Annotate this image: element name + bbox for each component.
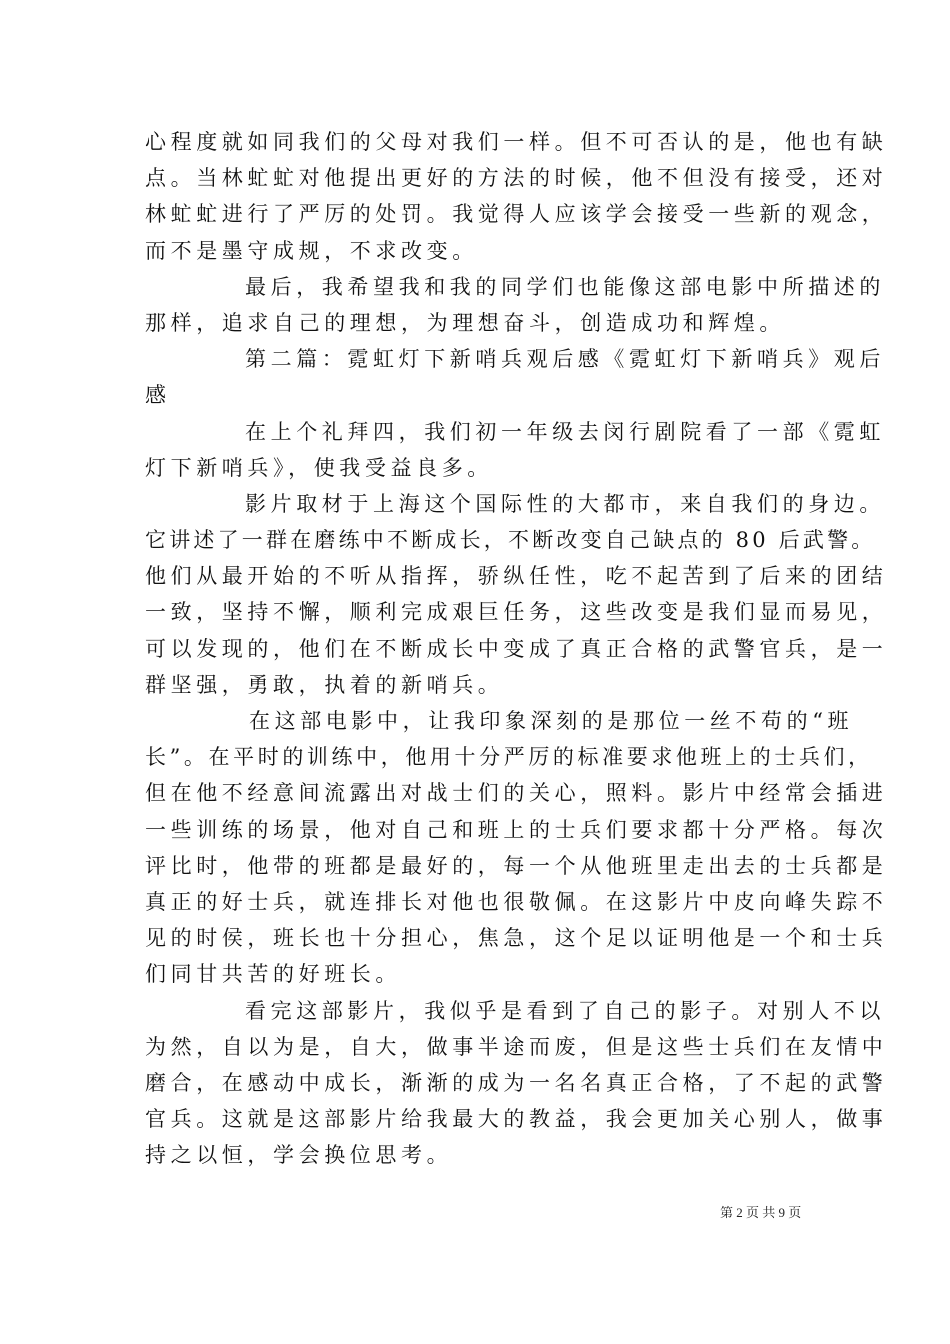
text-line: 官兵。这就是这部影片给我最大的教益，我会更加关心别人，做事 xyxy=(145,1107,888,1132)
text-line: 们同甘共苦的好班长。 xyxy=(145,962,401,987)
text-line: 见的时侯，班长也十分担心，焦急，这个足以证明他是一个和士兵 xyxy=(145,926,888,951)
text-line: 林虻虻进行了严厉的处罚。我觉得人应该学会接受一些新的观念， xyxy=(145,202,888,227)
text-line: 持之以恒，学会换位思考。 xyxy=(145,1143,453,1168)
text-line: 为然，自以为是，自大，做事半途而废，但是这些士兵们在友情中 xyxy=(145,1034,888,1059)
text-line: 群坚强，勇敢，执着的新哨兵。 xyxy=(145,672,504,697)
paragraph-start-line: 影片取材于上海这个国际性的大都市，来自我们的身边。 xyxy=(245,491,885,516)
section-heading-line: 感 xyxy=(145,383,171,408)
text-line: 真正的好士兵，就连排长对他也很敬佩。在这影片中皮向峰失踪不 xyxy=(145,889,888,914)
text-line: 心程度就如同我们的父母对我们一样。但不可否认的是，他也有缺 xyxy=(145,130,888,154)
text-line: 灯下新哨兵》，使我受益良多。 xyxy=(145,455,493,480)
text-line: 他们从最开始的不听从指挥，骄纵任性，吃不起苦到了后来的团结 xyxy=(145,564,888,589)
text-line: 评比时，他带的班都是最好的，每一个从他班里走出去的士兵都是 xyxy=(145,853,888,878)
text-line: 而不是墨守成规，不求改变。 xyxy=(145,238,478,263)
document-body xyxy=(145,124,888,1173)
text-line: 点。当林虻虻对他提出更好的方法的时候，他不但没有接受，还对 xyxy=(145,166,888,191)
text-line: 但在他不经意间流露出对战士们的关心，照料。影片中经常会插进 xyxy=(145,781,888,806)
paragraph-start-line: 看完这部影片，我似乎是看到了自己的影子。对别人不以 xyxy=(245,998,885,1023)
text-line: 它讲述了一群在磨练中不断成长，不断改变自己缺点的 80 后武警。 xyxy=(145,528,876,553)
paragraph-start-line: 最后，我希望我和我的同学们也能像这部电影中所描述的 xyxy=(245,274,885,299)
paragraph-start-line: 在上个礼拜四，我们初一年级去闵行剧院看了一部《霓虹 xyxy=(245,419,885,444)
text-line: 一致，坚持不懈，顺利完成艰巨任务，这些改变是我们显而易见， xyxy=(145,600,888,625)
text-line: 那样，追求自己的理想，为理想奋斗，创造成功和辉煌。 xyxy=(145,310,785,335)
text-line: 磨合，在感动中成长，渐渐的成为一名名真正合格，了不起的武警 xyxy=(145,1070,888,1095)
text-line: 可以发现的，他们在不断成长中变成了真正合格的武警官兵，是一 xyxy=(145,636,888,661)
text-line: 长”。在平时的训练中，他用十分严厉的标准要求他班上的士兵们， xyxy=(145,745,873,770)
paragraph-start-line: 在这部电影中，让我印象深刻的是那位一丝不苟的“班 xyxy=(249,709,854,733)
page-number-footer: 第 2 页 共 9 页 xyxy=(720,1205,802,1220)
section-heading-line: 第二篇：霓虹灯下新哨兵观后感《霓虹灯下新哨兵》观后 xyxy=(245,347,885,372)
text-line: 一些训练的场景，他对自己和班上的士兵们要求都十分严格。每次 xyxy=(145,817,888,842)
